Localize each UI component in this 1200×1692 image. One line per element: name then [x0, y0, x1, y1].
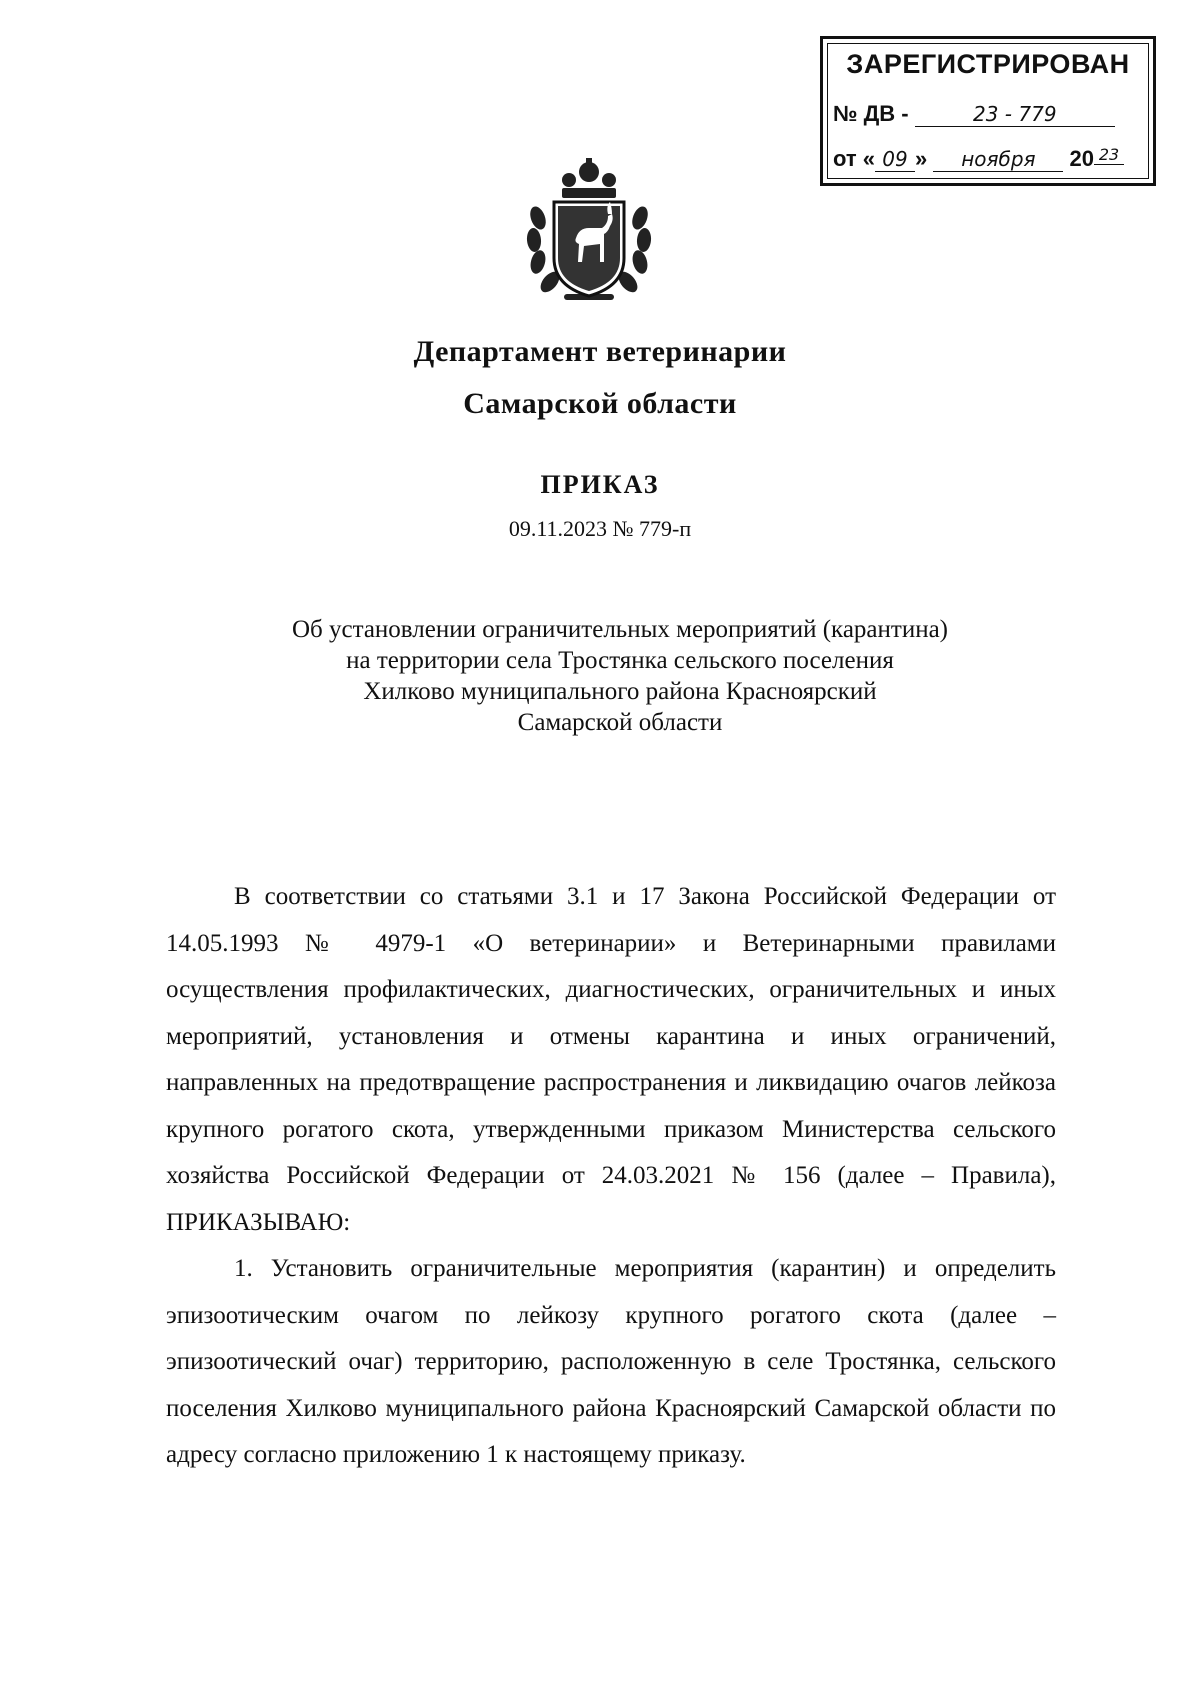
document-type: ПРИКАЗ	[540, 470, 660, 499]
subject-line: на территории села Тростянка сельского поселения	[346, 647, 894, 674]
stamp-number-value: 23 - 779	[915, 102, 1115, 127]
subject-line: Самарской области	[517, 709, 723, 736]
stamp-date-row	[833, 145, 1124, 172]
subject-line: Хилково муниципального района Красноярский	[363, 678, 877, 705]
document-subject	[240, 614, 1000, 738]
stamp-date-prefix: от «	[833, 146, 876, 171]
subject-line: Об установлении ограничительных мероприятий (карантина)	[291, 616, 949, 643]
stamp-number-row	[833, 101, 1115, 127]
document-date-number: 09.11.2023 № 779-п	[508, 516, 692, 541]
stamp-title: ЗАРЕГИСТРИРОВАН	[846, 49, 1130, 79]
stamp-number-label: № ДВ -	[833, 101, 909, 126]
document-body	[166, 874, 1056, 1479]
preamble-paragraph: В соответствии со статьями 3.1 и 17 Закона Российской Федерации от 14.05.1993 № 4979-1 «О ветеринарии» и Ветеринарными правилами осуществления профилактических, диагностических, ограничительных и иных мероприятий, установления и отмены карантина и иных ограничений, направленных на предотвращение распространения и ликвидацию очагов лейкоза крупного рогатого скота, утвержденными приказом Министерства сельского хозяйства Российской Федерации от 24.03.2021 № 156 (далее – Правила), ПРИКАЗЫВАЮ:	[166, 883, 1056, 1236]
stamp-date-mid: »	[915, 146, 928, 171]
department-name-line1: Департамент ветеринарии	[413, 335, 787, 368]
registration-stamp	[820, 36, 1156, 186]
stamp-date-year-prefix: 20	[1069, 146, 1094, 171]
department-name-line2: Самарской области	[463, 387, 737, 420]
stamp-date-year-suffix: 23	[1094, 145, 1124, 165]
order-item-1: 1. Установить ограничительные мероприятия (карантин) и определить эпизоотическим очагом по лейкозу крупного рогатого скота (далее – эпизоотический очаг) территорию, расположенную в селе Тростянка, сельского поселения Хилково муниципального района Красноярский Самарской области по адресу согласно приложению 1 к настоящему приказу.	[166, 1255, 1056, 1468]
stamp-date-day: 09	[875, 147, 915, 172]
stamp-date-month: ноября	[933, 147, 1063, 172]
coat-of-arms-icon	[524, 158, 654, 308]
